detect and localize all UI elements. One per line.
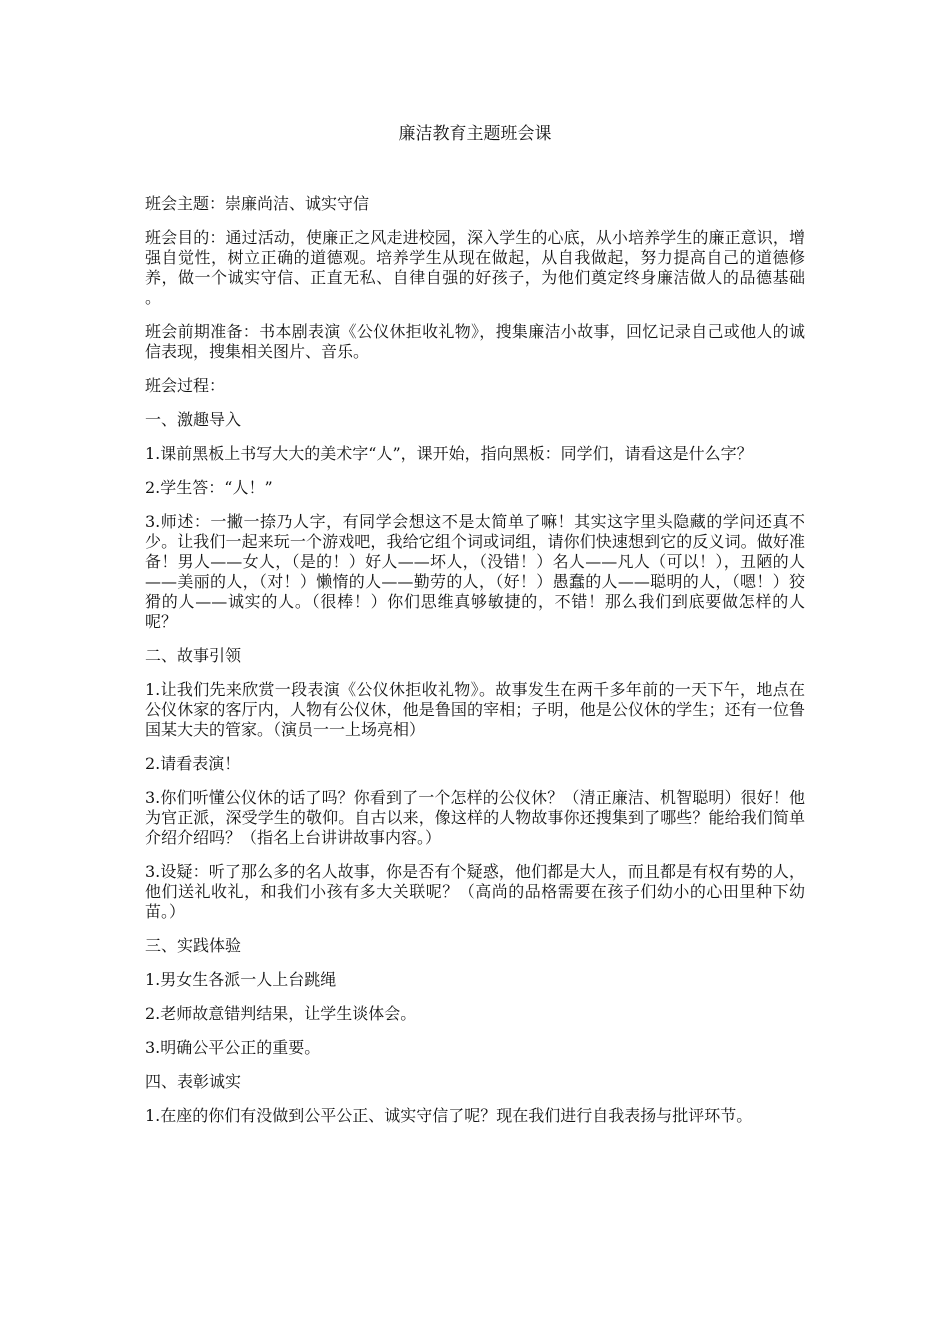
paragraph: 3.设疑：听了那么多的名人故事，你是否有个疑惑，他们都是大人，而且都是有权有势的人，他们送礼收礼，和我们小孩有多大关联呢？（高尚的品格需要在孩子们幼小的心田里种下幼苗。） (145, 862, 805, 921)
paragraph: 班会前期准备：书本剧表演《公仪休拒收礼物》，搜集廉洁小故事，回忆记录自己或他人的诚信表现，搜集相关图片、音乐。 (145, 322, 805, 361)
paragraph: 2.学生答：“人！” (145, 478, 273, 497)
paragraph: 1.男女生各派一人上台跳绳 (145, 970, 337, 989)
section-heading: 四、表彰诚实 (145, 1072, 242, 1091)
paragraph: 1.课前黑板上书写大大的美术字“人”，课开始，指向黑板：同学们，请看这是什么字？ (145, 444, 753, 463)
document-body (145, 194, 805, 1126)
paragraph: 3.你们听懂公仪休的话了吗？你看到了一个怎样的公仪休？（清正廉洁、机智聪明）很好！他为官正派，深受学生的敬仰。自古以来，像这样的人物故事你还搜集到了哪些？能给我们简单介绍介绍吗？（指名上台讲讲故事内容。） (145, 788, 805, 847)
paragraph: 3.明确公平公正的重要。 (145, 1038, 321, 1057)
paragraph: 1.让我们先来欣赏一段表演《公仪休拒收礼物》。故事发生在两千多年前的一天下午，地点在公仪休家的客厅内，人物有公仪休，他是鲁国的宰相；子明，他是公仪休的学生；还有一位鲁国某大夫的管家。（演员一一上场亮相） (145, 680, 805, 739)
section-heading: 三、实践体验 (145, 936, 242, 955)
paragraph: 班会过程： (145, 376, 226, 395)
document-page (145, 122, 805, 1140)
paragraph: 2.老师故意错判结果，让学生谈体会。 (145, 1004, 417, 1023)
paragraph: 3.师述：一撇一捺乃人字，有同学会想这不是太简单了嘛！其实这字里头隐藏的学问还真不少。让我们一起来玩一个游戏吧，我给它组个词或词组，请你们快速想到它的反义词。做好准备！男人——女人，（是的！）好人——坏人，（没错！）名人——凡人（可以！），丑陋的人——美丽的人，（对！）懒惰的人——勤劳的人，（好！）愚蠢的人——聪明的人，（嗯！）狡猾的人——诚实的人。（很棒！）你们思维真够敏捷的，不错！那么我们到底要做怎样的人呢？ (145, 512, 805, 631)
document-title: 廉洁教育主题班会课 (398, 124, 552, 144)
section-heading: 一、激趣导入 (145, 410, 242, 429)
paragraph: 班会主题：崇廉尚洁、诚实守信 (145, 194, 370, 213)
section-heading: 二、故事引领 (145, 646, 242, 665)
paragraph: 2.请看表演！ (145, 754, 241, 773)
paragraph: 1.在座的你们有没做到公平公正、诚实守信了呢？现在我们进行自我表扬与批评环节。 (145, 1106, 753, 1125)
paragraph: 班会目的：通过活动，使廉正之风走进校园，深入学生的心底，从小培养学生的廉正意识，增强自觉性，树立正确的道德观。培养学生从现在做起，从自我做起，努力提高自己的道德修养，做一个诚实守信、正直无私、自律自强的好孩子，为他们奠定终身廉洁做人的品德基础 。 (145, 228, 805, 307)
